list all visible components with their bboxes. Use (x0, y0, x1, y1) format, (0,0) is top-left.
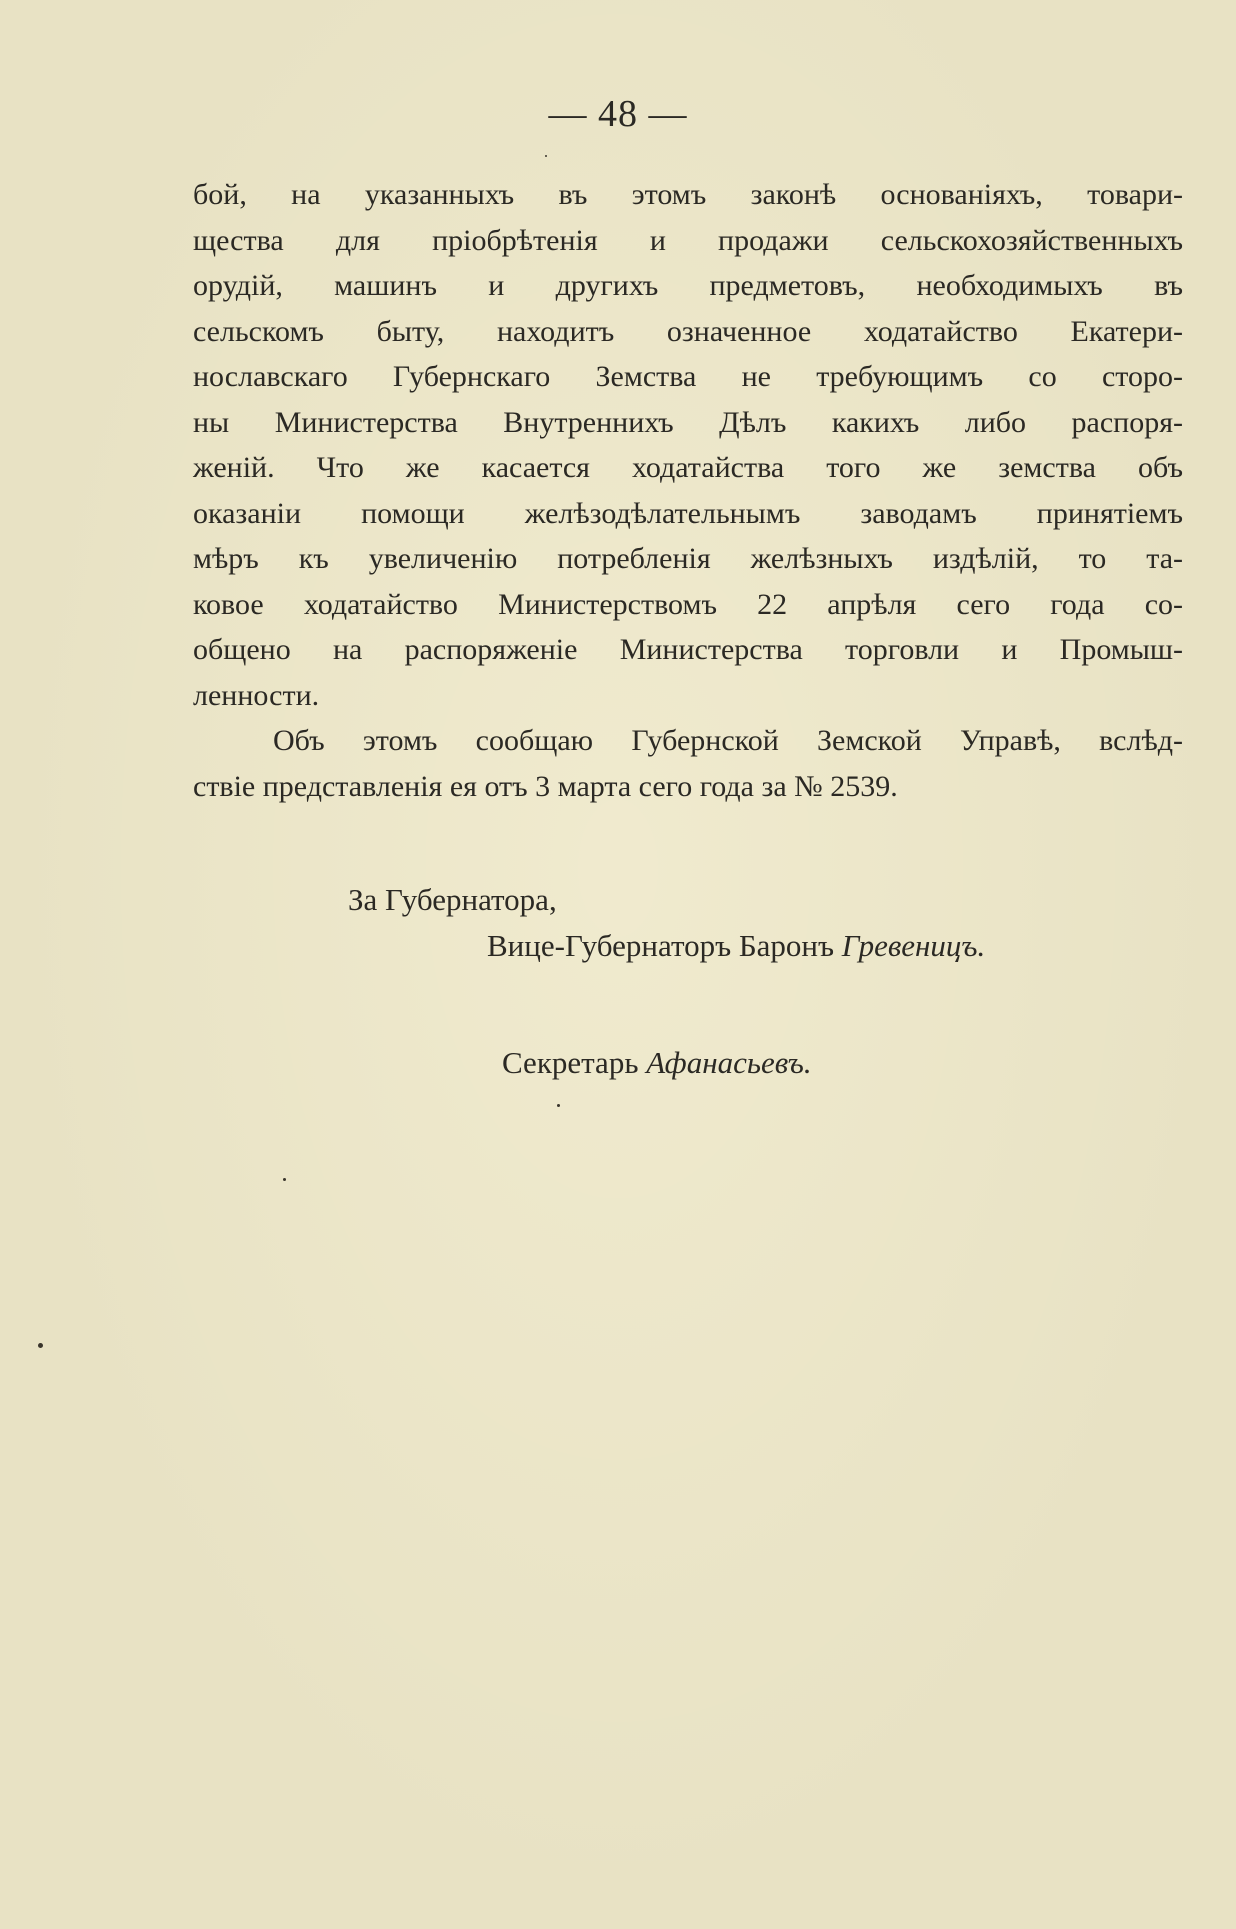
secretary-line (502, 1045, 812, 1081)
paragraph-1 (193, 172, 1183, 718)
text-line: общено на распоряженіе Министерства торговли и Промыш- (193, 633, 1183, 666)
for-governor-line: За Губернатора, (348, 882, 557, 917)
text-line: орудій, машинъ и другихъ предметовъ, необходимыхъ въ (193, 269, 1183, 302)
text-line: женій. Что же касается ходатайства того же земства объ (193, 451, 1183, 484)
text-line: нославскаго Губернскаго Земства не требующимъ со сторо- (193, 360, 1183, 393)
text-line: Объ этомъ сообщаю Губернской Земской Управѣ, вслѣд- (273, 724, 1183, 757)
text-line: ковое ходатайство Министерствомъ 22 апрѣля сего года со- (193, 587, 1183, 621)
speck (545, 155, 547, 157)
secretary-name: Афанасьевъ. (646, 1045, 812, 1080)
text-line: мѣръ къ увеличенію потребленія желѣзныхъ издѣлій, то та- (193, 542, 1183, 575)
secretary-title: Секретарь (502, 1045, 639, 1080)
body-text (193, 172, 1183, 809)
vice-governor-line (487, 928, 985, 964)
text-line: щества для пріобрѣтенія и продажи сельскохозяйственныхъ (193, 223, 1183, 257)
speck (557, 1104, 560, 1107)
text-line: оказаніи помощи желѣзодѣлательнымъ заводамъ принятіемъ (193, 496, 1183, 530)
paragraph-2 (193, 718, 1183, 809)
text-line: ленности. (193, 678, 320, 712)
speck (38, 1343, 43, 1348)
text-line: бой, на указанныхъ въ этомъ законѣ основаніяхъ, товари- (193, 178, 1183, 211)
text-line: сельскомъ быту, находитъ означенное ходатайство Екатери- (193, 314, 1183, 348)
page-number: — 48 — (548, 93, 688, 135)
text-line: ствіе представленія ея отъ 3 марта сего года за № 2539. (193, 769, 898, 803)
vice-governor-name: Гревеницъ. (841, 928, 986, 963)
speck (283, 1178, 286, 1181)
text-line: ны Министерства Внутреннихъ Дѣлъ какихъ либо распоря- (193, 405, 1183, 439)
vice-governor-title: Вице-Губернаторъ Баронъ (487, 928, 835, 963)
